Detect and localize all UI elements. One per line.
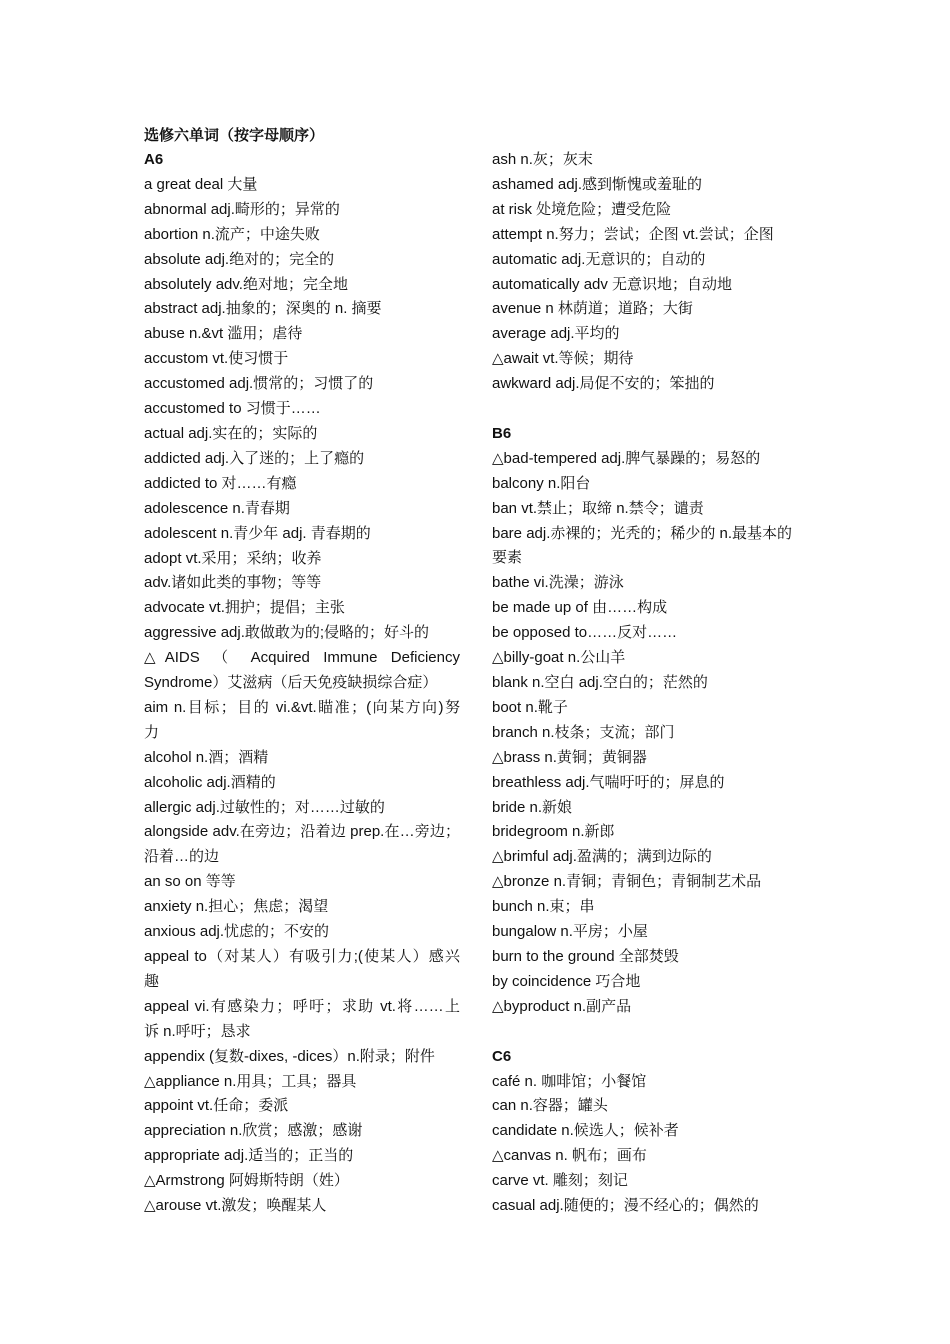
vocab-line: alcohol n.酒；酒精 bbox=[144, 748, 269, 766]
vocab-line: bride n.新娘 bbox=[492, 798, 573, 816]
section-heading: A6 bbox=[144, 151, 164, 168]
vocab-line: alongside adv.在旁边；沿着边 prep.在…旁边； bbox=[144, 823, 460, 841]
vocab-line: bathe vi.洗澡；游泳 bbox=[492, 574, 624, 592]
vocab-line: bunch n.束；串 bbox=[492, 898, 595, 916]
vocab-line: average adj.平均的 bbox=[492, 325, 620, 343]
vocab-line: accustom vt.使习惯于 bbox=[144, 350, 289, 368]
vocab-line: △bad-tempered adj.脾气暴躁的；易怒的 bbox=[492, 449, 761, 467]
vocab-line: accustomed adj.惯常的；习惯了的 bbox=[144, 375, 374, 393]
vocab-line: △bronze n.青铜；青铜色；青铜制艺术品 bbox=[492, 873, 762, 891]
vocab-line: adv.诸如此类的事物；等等 bbox=[144, 574, 322, 592]
vocab-line: anxiety n.担心；焦虑；渴望 bbox=[144, 898, 329, 916]
vocab-line: appeal to（对某人）有吸引力;(使某人）感兴 bbox=[144, 948, 460, 965]
vocab-line: abuse n.&vt 滥用；虐待 bbox=[144, 325, 303, 343]
left-column bbox=[144, 148, 460, 1219]
vocab-line: 要素 bbox=[492, 549, 523, 567]
vocab-line: adopt vt.采用；采纳；收养 bbox=[144, 549, 322, 567]
vocab-line: appoint vt.任命；委派 bbox=[144, 1097, 289, 1115]
vocab-line: △AIDS （ Acquired Immune Deficiency bbox=[144, 649, 460, 667]
vocab-line: breathless adj.气喘吁吁的；屏息的 bbox=[492, 773, 725, 791]
vocab-line: aggressive adj.敢做敢为的;侵略的；好斗的 bbox=[144, 624, 430, 642]
vocab-line: accustomed to 习惯于…… bbox=[144, 400, 321, 418]
vocab-line: candidate n.候选人；候补者 bbox=[492, 1122, 679, 1140]
vocab-line: awkward adj.局促不安的；笨拙的 bbox=[492, 375, 715, 393]
vocab-line: 沿着…的边 bbox=[144, 848, 220, 866]
vocab-line: be made up of 由……构成 bbox=[492, 599, 668, 617]
vocab-line: ashamed adj.感到惭愧或羞耻的 bbox=[492, 175, 703, 193]
vocab-line: 力 bbox=[144, 723, 160, 741]
vocab-line: △arouse vt.激发；唤醒某人 bbox=[144, 1197, 327, 1215]
vocab-line: can n.容器；罐头 bbox=[492, 1097, 608, 1115]
section-heading: C6 bbox=[492, 1047, 512, 1065]
blank-line bbox=[492, 397, 810, 422]
vocab-line: △canvas n. 帆布；画布 bbox=[492, 1147, 647, 1165]
vocab-line: appreciation n.欣赏；感激；感谢 bbox=[144, 1122, 363, 1140]
vocab-line: alcoholic adj.酒精的 bbox=[144, 773, 276, 791]
vocab-line: anxious adj.忧虑的；不安的 bbox=[144, 923, 330, 941]
vocab-line: abnormal adj.畸形的；异常的 bbox=[144, 200, 340, 218]
vocab-line: absolute adj.绝对的；完全的 bbox=[144, 250, 335, 268]
vocab-line: bare adj.赤裸的；光秃的；稀少的 n.最基本的 bbox=[492, 524, 793, 542]
vocab-line: an so on 等等 bbox=[144, 873, 236, 891]
vocab-line: bungalow n.平房；小屋 bbox=[492, 923, 648, 941]
section-heading: B6 bbox=[492, 424, 512, 442]
blank-line bbox=[492, 1020, 810, 1045]
vocab-line: actual adj.实在的；实际的 bbox=[144, 424, 318, 442]
vocab-line: addicted to 对……有瘾 bbox=[144, 474, 297, 492]
vocab-line: aim n.目标；目的 vi.&vt.瞄准；(向某方向)努 bbox=[144, 698, 460, 716]
vocab-line: △Armstrong 阿姆斯特朗（姓） bbox=[144, 1172, 349, 1190]
vocab-line: appendix (复数-dixes, -dices）n.附录；附件 bbox=[144, 1047, 435, 1065]
vocab-line: bridegroom n.新郎 bbox=[492, 823, 615, 841]
vocab-line: abstract adj.抽象的；深奥的 n. 摘要 bbox=[144, 300, 382, 318]
vocab-line: △await vt.等候；期待 bbox=[492, 350, 634, 368]
vocab-line: casual adj.随便的；漫不经心的；偶然的 bbox=[492, 1197, 759, 1215]
vocab-line: △appliance n.用具；工具；器具 bbox=[144, 1072, 357, 1090]
vocab-line: branch n.枝条；支流；部门 bbox=[492, 723, 675, 741]
vocab-line: allergic adj.过敏性的；对……过敏的 bbox=[144, 798, 385, 816]
vocab-line: carve vt. 雕刻；刻记 bbox=[492, 1172, 628, 1190]
vocab-line: △brass n.黄铜；黄铜器 bbox=[492, 748, 647, 766]
vocab-line: blank n.空白 adj.空白的；茫然的 bbox=[492, 674, 708, 692]
vocab-line: appeal vi.有感染力；呼吁；求助 vt.将……上 bbox=[144, 997, 460, 1015]
vocab-line: 诉 n.呼吁；恳求 bbox=[144, 1022, 251, 1040]
vocab-line: absolutely adv.绝对地；完全地 bbox=[144, 275, 348, 293]
vocab-line: ban vt.禁止；取缔 n.禁令；谴责 bbox=[492, 499, 704, 517]
vocab-line: by coincidence 巧合地 bbox=[492, 972, 641, 990]
vocab-line: café n. 咖啡馆；小餐馆 bbox=[492, 1072, 647, 1090]
vocab-line: Syndrome）艾滋病（后天免疫缺损综合症） bbox=[144, 674, 438, 692]
vocab-line: avenue n 林荫道；道路；大街 bbox=[492, 300, 693, 318]
vocab-line: appropriate adj.适当的；正当的 bbox=[144, 1147, 354, 1165]
vocab-line: be opposed to……反对…… bbox=[492, 624, 678, 642]
vocab-line: △byproduct n.副产品 bbox=[492, 997, 632, 1015]
vocab-line: adolescent n.青少年 adj. 青春期的 bbox=[144, 524, 371, 542]
vocab-line: boot n.靴子 bbox=[492, 698, 568, 716]
vocab-line: abortion n.流产；中途失败 bbox=[144, 225, 320, 243]
right-column bbox=[492, 148, 810, 1219]
vocab-line: advocate vt.拥护；提倡；主张 bbox=[144, 599, 345, 617]
vocab-line: burn to the ground 全部焚毁 bbox=[492, 947, 679, 965]
vocab-line: addicted adj.入了迷的；上了瘾的 bbox=[144, 449, 365, 467]
vocab-line: △brimful adj.盈满的；满到边际的 bbox=[492, 848, 712, 866]
vocab-line: adolescence n.青春期 bbox=[144, 499, 290, 517]
vocab-line: 趣 bbox=[144, 972, 160, 990]
vocab-line: automatically adv 无意识地；自动地 bbox=[492, 275, 733, 293]
document-title: 选修六单词（按字母顺序） bbox=[144, 127, 325, 144]
vocab-line: at risk 处境危险；遭受危险 bbox=[492, 200, 672, 218]
vocab-line: △billy-goat n.公山羊 bbox=[492, 649, 626, 667]
vocab-line: ash n.灰；灰末 bbox=[492, 151, 593, 168]
vocab-line: automatic adj.无意识的；自动的 bbox=[492, 250, 706, 268]
vocab-line: balcony n.阳台 bbox=[492, 474, 591, 492]
vocab-line: attempt n.努力；尝试；企图 vt.尝试；企图 bbox=[492, 225, 774, 243]
vocab-line: a great deal 大量 bbox=[144, 175, 258, 193]
